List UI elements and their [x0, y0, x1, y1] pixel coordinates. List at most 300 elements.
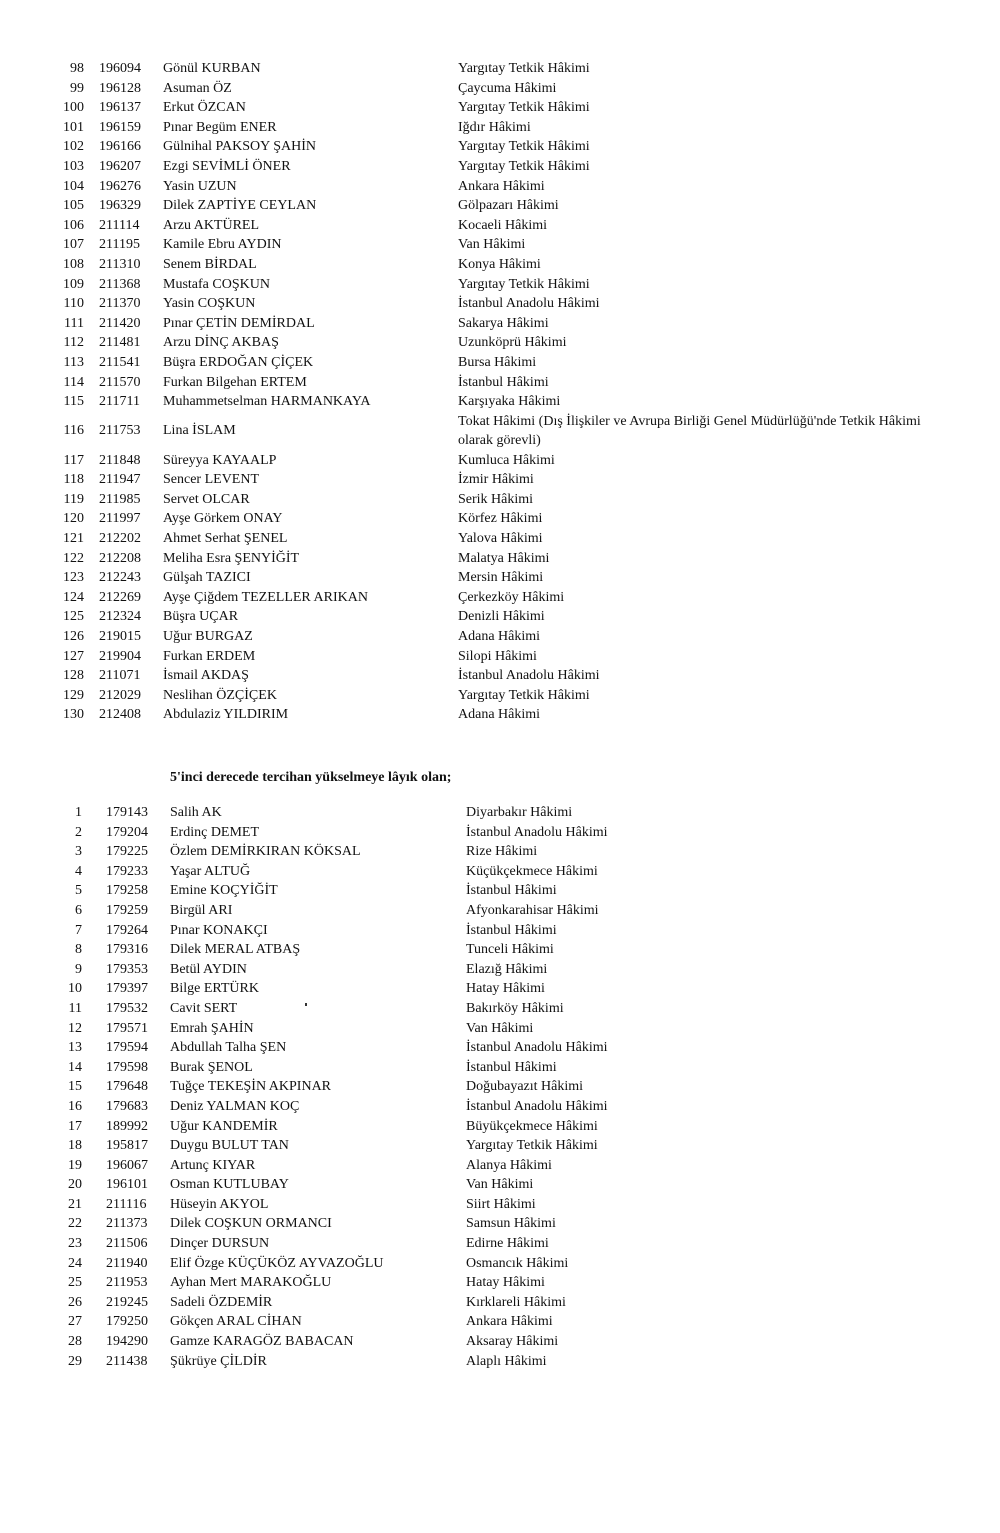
- duty-title: İzmir Hâkimi: [458, 472, 534, 488]
- registry-number: 211753: [99, 423, 141, 439]
- row-number: 5: [75, 883, 82, 899]
- row-number: 100: [63, 100, 84, 116]
- person-name: Cavit SERT: [170, 1000, 238, 1016]
- row-number: 102: [63, 139, 84, 155]
- person-name: Arzu AKTÜREL: [163, 217, 260, 233]
- duty-title: Uzunköprü Hâkimi: [458, 335, 567, 351]
- list-row: [0, 216, 1000, 236]
- person-name: Pınar Begüm ENER: [163, 119, 277, 135]
- person-name: Lina İSLAM: [163, 423, 236, 439]
- person-name: Yaşar ALTUĞ: [170, 863, 251, 879]
- list-row: [0, 59, 1000, 79]
- registry-number: 179259: [106, 902, 148, 918]
- duty-title: Yargıtay Tetkik Hâkimi: [458, 100, 590, 116]
- person-name: Sadeli ÖZDEMİR: [170, 1294, 273, 1310]
- registry-number: 212324: [99, 609, 141, 625]
- duty-title: Konya Hâkimi: [458, 256, 541, 272]
- list-row: [0, 1195, 1000, 1215]
- list-row: [0, 1234, 1000, 1254]
- duty-title: Bursa Hâkimi: [458, 354, 537, 370]
- row-number: 104: [63, 178, 84, 194]
- row-number: 21: [68, 1196, 82, 1212]
- duty-title: Van Hâkimi: [466, 1020, 534, 1036]
- person-name: Erkut ÖZCAN: [163, 100, 246, 116]
- list-row: [0, 392, 1000, 412]
- registry-number: 179225: [106, 844, 148, 860]
- row-number: 122: [63, 550, 84, 566]
- person-name: Sencer LEVENT: [163, 472, 260, 488]
- duty-title: Yalova Hâkimi: [458, 531, 543, 547]
- duty-title: İstanbul Anadolu Hâkimi: [458, 296, 600, 312]
- registry-number: 211985: [99, 491, 141, 507]
- row-number: 13: [68, 1040, 82, 1056]
- list-row: [0, 901, 1000, 921]
- person-name: Arzu DİNÇ AKBAŞ: [163, 335, 279, 351]
- registry-number: 196329: [99, 198, 141, 214]
- duty-title: Van Hâkimi: [458, 237, 526, 253]
- registry-number: 211506: [106, 1236, 148, 1252]
- person-name: Dinçer DURSUN: [170, 1236, 270, 1252]
- person-name: Gamze KARAGÖZ BABACAN: [170, 1334, 354, 1350]
- row-number: 12: [68, 1020, 82, 1036]
- registry-number: 179648: [106, 1079, 148, 1095]
- row-number: 123: [63, 570, 84, 586]
- row-number: 126: [63, 629, 84, 645]
- row-number: 29: [68, 1353, 82, 1369]
- registry-number: 179250: [106, 1314, 148, 1330]
- row-number: 110: [63, 296, 84, 312]
- list-row: [0, 1273, 1000, 1293]
- registry-number: 211116: [106, 1196, 147, 1212]
- list-row: [0, 588, 1000, 608]
- person-name: Neslihan ÖZÇİÇEK: [163, 687, 277, 703]
- person-name: Servet OLCAR: [163, 491, 250, 507]
- registry-number: 211541: [99, 354, 141, 370]
- row-number: 10: [68, 981, 82, 997]
- person-name: Gülşah TAZICI: [163, 570, 251, 586]
- registry-number: 212202: [99, 531, 141, 547]
- row-number: 119: [63, 491, 84, 507]
- row-number: 20: [68, 1177, 82, 1193]
- list-row: [0, 235, 1000, 255]
- registry-number: 211310: [99, 256, 141, 272]
- registry-number: 211195: [99, 237, 140, 253]
- row-number: 22: [68, 1216, 82, 1232]
- duty-title: Tokat Hâkimi (Dış İlişkiler ve Avrupa Birliği Genel Müdürlüğü'nde Tetkik Hâkimi olarak görevli): [458, 413, 921, 449]
- person-name: Dilek COŞKUN ORMANCI: [170, 1216, 332, 1232]
- registry-number: 211373: [106, 1216, 148, 1232]
- registry-number: 211570: [99, 374, 141, 390]
- row-number: 99: [70, 80, 84, 96]
- scan-speck: [305, 1003, 307, 1006]
- list-row: [0, 881, 1000, 901]
- registry-number: 196094: [99, 61, 141, 76]
- duty-title: Alanya Hâkimi: [466, 1157, 552, 1173]
- list-row: [0, 255, 1000, 275]
- person-name: Artunç KIYAR: [170, 1157, 256, 1173]
- row-number: 130: [63, 707, 84, 723]
- row-number: 16: [68, 1098, 82, 1114]
- row-number: 125: [63, 609, 84, 625]
- duty-title: Karşıyaka Hâkimi: [458, 394, 561, 410]
- registry-number: 179316: [106, 942, 148, 958]
- registry-number: 196101: [106, 1177, 148, 1193]
- person-name: Gönül KURBAN: [163, 61, 261, 76]
- person-name: Elif Özge KÜÇÜKÖZ AYVAZOĞLU: [170, 1255, 384, 1271]
- list-row: [0, 157, 1000, 177]
- duty-title: Hatay Hâkimi: [466, 981, 545, 997]
- duty-title: İstanbul Anadolu Hâkimi: [458, 668, 600, 684]
- row-number: 98: [70, 61, 84, 76]
- list-row: [0, 1077, 1000, 1097]
- row-number: 8: [75, 942, 82, 958]
- judge-list-fifth-degree: [0, 803, 1000, 1371]
- registry-number: 211368: [99, 276, 141, 292]
- registry-number: 212243: [99, 570, 141, 586]
- duty-title: Alaplı Hâkimi: [466, 1353, 547, 1369]
- list-row: [0, 627, 1000, 647]
- list-row: [0, 490, 1000, 510]
- person-name: Ayhan Mert MARAKOĞLU: [170, 1275, 332, 1291]
- row-number: 15: [68, 1079, 82, 1095]
- row-number: 109: [63, 276, 84, 292]
- row-number: 4: [75, 863, 82, 879]
- list-row: [0, 1175, 1000, 1195]
- duty-title: Silopi Hâkimi: [458, 648, 537, 664]
- duty-title: Osmancık Hâkimi: [466, 1255, 569, 1271]
- duty-title: Kumluca Hâkimi: [458, 452, 555, 468]
- duty-title: Büyükçekmece Hâkimi: [466, 1118, 598, 1134]
- duty-title: İstanbul Anadolu Hâkimi: [466, 1040, 608, 1056]
- registry-number: 211953: [106, 1275, 148, 1291]
- registry-number: 219904: [99, 648, 141, 664]
- row-number: 27: [68, 1314, 82, 1330]
- duty-title: Ankara Hâkimi: [458, 178, 545, 194]
- list-row: [0, 862, 1000, 882]
- registry-number: 196159: [99, 119, 141, 135]
- person-name: Süreyya KAYAALP: [163, 452, 277, 468]
- list-row: [0, 979, 1000, 999]
- registry-number: 212208: [99, 550, 141, 566]
- duty-title: Sakarya Hâkimi: [458, 315, 549, 331]
- registry-number: 211947: [99, 472, 141, 488]
- list-row: [0, 705, 1000, 725]
- registry-number: 195817: [106, 1138, 148, 1154]
- row-number: 128: [63, 668, 84, 684]
- registry-number: 179594: [106, 1040, 148, 1056]
- person-name: Meliha Esra ŞENYİĞİT: [163, 550, 300, 566]
- list-row: [0, 1117, 1000, 1137]
- row-number: 115: [63, 394, 84, 410]
- row-number: 113: [63, 354, 84, 370]
- duty-title: Diyarbakır Hâkimi: [466, 805, 573, 820]
- duty-title: Yargıtay Tetkik Hâkimi: [466, 1138, 598, 1154]
- registry-number: 196137: [99, 100, 141, 116]
- person-name: Birgül ARI: [170, 902, 233, 918]
- row-number: 17: [68, 1118, 82, 1134]
- list-row: [0, 666, 1000, 686]
- list-row: [0, 549, 1000, 569]
- registry-number: 179532: [106, 1000, 148, 1016]
- person-name: Yasin COŞKUN: [163, 296, 256, 312]
- person-name: Senem BİRDAL: [163, 256, 257, 272]
- row-number: 3: [75, 844, 82, 860]
- person-name: Abdullah Talha ŞEN: [170, 1040, 287, 1056]
- duty-title: İstanbul Anadolu Hâkimi: [466, 824, 608, 840]
- list-row: [0, 294, 1000, 314]
- registry-number: 196166: [99, 139, 141, 155]
- row-number: 11: [68, 1000, 82, 1016]
- duty-title: Kırklareli Hâkimi: [466, 1294, 566, 1310]
- person-name: Emine KOÇYİĞİT: [170, 883, 278, 899]
- list-row: [0, 177, 1000, 197]
- row-number: 28: [68, 1334, 82, 1350]
- person-name: Ezgi SEVİMLİ ÖNER: [163, 158, 291, 174]
- person-name: Şükrüye ÇİLDİR: [170, 1353, 267, 1369]
- row-number: 124: [63, 589, 84, 605]
- registry-number: 211071: [99, 668, 141, 684]
- registry-number: 179397: [106, 981, 148, 997]
- registry-number: 179683: [106, 1098, 148, 1114]
- row-number: 114: [63, 374, 84, 390]
- list-row: [0, 999, 1000, 1019]
- row-number: 19: [68, 1157, 82, 1173]
- person-name: Dilek ZAPTİYE CEYLAN: [163, 198, 317, 214]
- list-row: [0, 960, 1000, 980]
- duty-title: Çaycuma Hâkimi: [458, 80, 557, 96]
- duty-title: İstanbul Hâkimi: [466, 883, 557, 899]
- registry-number: 179598: [106, 1059, 148, 1075]
- registry-number: 211997: [99, 511, 141, 527]
- row-number: 108: [63, 256, 84, 272]
- list-row: [0, 607, 1000, 627]
- duty-title: Edirne Hâkimi: [466, 1236, 549, 1252]
- row-number: 1: [75, 805, 82, 820]
- duty-title: Serik Hâkimi: [458, 491, 534, 507]
- duty-title: Siirt Hâkimi: [466, 1196, 536, 1212]
- list-row: [0, 803, 1000, 823]
- list-row: [0, 686, 1000, 706]
- duty-title: Aksaray Hâkimi: [466, 1334, 559, 1350]
- registry-number: 179571: [106, 1020, 148, 1036]
- person-name: Ahmet Serhat ŞENEL: [163, 531, 288, 547]
- list-row: [0, 1038, 1000, 1058]
- row-number: 23: [68, 1236, 82, 1252]
- person-name: Gülnihal PAKSOY ŞAHİN: [163, 139, 316, 155]
- duty-title: Malatya Hâkimi: [458, 550, 550, 566]
- row-number: 24: [68, 1255, 82, 1271]
- list-row: [0, 568, 1000, 588]
- registry-number: 211481: [99, 335, 141, 351]
- row-number: 112: [63, 335, 84, 351]
- row-number: 26: [68, 1294, 82, 1310]
- registry-number: 179233: [106, 863, 148, 879]
- person-name: Furkan Bilgehan ERTEM: [163, 374, 307, 390]
- registry-number: 211438: [106, 1353, 148, 1369]
- duty-title: Ankara Hâkimi: [466, 1314, 553, 1330]
- registry-number: 219015: [99, 629, 141, 645]
- list-row: [0, 842, 1000, 862]
- row-number: 116: [63, 423, 84, 439]
- person-name: Salih AK: [170, 805, 222, 820]
- person-name: Betül AYDIN: [170, 961, 247, 977]
- duty-title: Adana Hâkimi: [458, 629, 541, 645]
- list-row: [0, 451, 1000, 471]
- person-name: Büşra UÇAR: [163, 609, 239, 625]
- duty-title: Tunceli Hâkimi: [466, 942, 554, 958]
- duty-title: Yargıtay Tetkik Hâkimi: [458, 61, 590, 76]
- registry-number: 179204: [106, 824, 148, 840]
- duty-title: Adana Hâkimi: [458, 707, 541, 723]
- registry-number: 179143: [106, 805, 148, 820]
- list-row: [0, 1058, 1000, 1078]
- list-row: [0, 275, 1000, 295]
- list-row: [0, 1156, 1000, 1176]
- registry-number: 211848: [99, 452, 141, 468]
- duty-title: Doğubayazıt Hâkimi: [466, 1079, 584, 1095]
- person-name: Osman KUTLUBAY: [170, 1177, 289, 1193]
- duty-title: Kocaeli Hâkimi: [458, 217, 548, 233]
- person-name: İsmail AKDAŞ: [163, 668, 249, 684]
- section-heading: 5'inci derecede tercihan yükselmeye lâyık olan;: [170, 770, 452, 785]
- person-name: Burak ŞENOL: [170, 1059, 253, 1075]
- row-number: 14: [68, 1059, 82, 1075]
- person-name: Ayşe Çiğdem TEZELLER ARIKAN: [163, 589, 368, 605]
- person-name: Mustafa COŞKUN: [163, 276, 270, 292]
- row-number: 18: [68, 1138, 82, 1154]
- person-name: Gökçen ARAL CİHAN: [170, 1314, 302, 1330]
- person-name: Pınar ÇETİN DEMİRDAL: [163, 315, 315, 331]
- registry-number: 211370: [99, 296, 141, 312]
- duty-title: İstanbul Anadolu Hâkimi: [466, 1098, 608, 1114]
- list-row: [0, 1214, 1000, 1234]
- person-name: Pınar KONAKÇI: [170, 922, 268, 938]
- person-name: Ayşe Görkem ONAY: [163, 511, 283, 527]
- row-number: 121: [63, 531, 84, 547]
- registry-number: 211114: [99, 217, 140, 233]
- row-number: 7: [75, 922, 82, 938]
- registry-number: 219245: [106, 1294, 148, 1310]
- duty-title: İstanbul Hâkimi: [466, 922, 557, 938]
- list-row: [0, 196, 1000, 216]
- person-name: Abdulaziz YILDIRIM: [163, 707, 289, 723]
- duty-title: Rize Hâkimi: [466, 844, 538, 860]
- person-name: Uğur KANDEMİR: [170, 1118, 278, 1134]
- row-number: 25: [68, 1275, 82, 1291]
- list-row: [0, 647, 1000, 667]
- person-name: Tuğçe TEKEŞİN AKPINAR: [170, 1079, 332, 1095]
- registry-number: 196276: [99, 178, 141, 194]
- person-name: Büşra ERDOĞAN ÇİÇEK: [163, 354, 314, 370]
- registry-number: 196207: [99, 158, 141, 174]
- duty-title: Van Hâkimi: [466, 1177, 534, 1193]
- list-row: [0, 1332, 1000, 1352]
- judge-list-continued: [0, 59, 1000, 725]
- duty-title: Iğdır Hâkimi: [458, 119, 531, 135]
- registry-number: 211711: [99, 394, 140, 410]
- list-row: [0, 1293, 1000, 1313]
- list-row: [0, 1352, 1000, 1372]
- list-row: [0, 79, 1000, 99]
- list-row: [0, 1312, 1000, 1332]
- list-row: [0, 823, 1000, 843]
- list-row: [0, 1254, 1000, 1274]
- person-name: Kamile Ebru AYDIN: [163, 237, 282, 253]
- person-name: Uğur BURGAZ: [163, 629, 253, 645]
- duty-title: Çerkezköy Hâkimi: [458, 589, 565, 605]
- person-name: Bilge ERTÜRK: [170, 981, 259, 997]
- duty-title: Bakırköy Hâkimi: [466, 1000, 564, 1016]
- row-number: 129: [63, 687, 84, 703]
- registry-number: 211420: [99, 315, 141, 331]
- registry-number: 189992: [106, 1118, 148, 1134]
- list-row: [0, 1019, 1000, 1039]
- list-row: [0, 940, 1000, 960]
- duty-title: Körfez Hâkimi: [458, 511, 543, 527]
- row-number: 111: [64, 315, 84, 331]
- person-name: Duygu BULUT TAN: [170, 1138, 289, 1154]
- row-number: 117: [63, 452, 84, 468]
- registry-number: 212269: [99, 589, 141, 605]
- person-name: Erdinç DEMET: [170, 824, 260, 840]
- person-name: Özlem DEMİRKIRAN KÖKSAL: [170, 844, 361, 860]
- duty-title: Samsun Hâkimi: [466, 1216, 556, 1232]
- list-row: [0, 353, 1000, 373]
- list-row: [0, 529, 1000, 549]
- row-number: 107: [63, 237, 84, 253]
- row-number: 105: [63, 198, 84, 214]
- row-number: 118: [63, 472, 84, 488]
- registry-number: 179353: [106, 961, 148, 977]
- row-number: 2: [75, 824, 82, 840]
- duty-title: Yargıtay Tetkik Hâkimi: [458, 276, 590, 292]
- registry-number: 212408: [99, 707, 141, 723]
- registry-number: 196128: [99, 80, 141, 96]
- duty-title: Hatay Hâkimi: [466, 1275, 545, 1291]
- row-number: 127: [63, 648, 84, 664]
- registry-number: 179258: [106, 883, 148, 899]
- list-row: [0, 1097, 1000, 1117]
- duty-title: İstanbul Hâkimi: [458, 374, 549, 390]
- duty-title: Mersin Hâkimi: [458, 570, 544, 586]
- person-name: Asuman ÖZ: [163, 80, 232, 96]
- row-number: 106: [63, 217, 84, 233]
- duty-title: Yargıtay Tetkik Hâkimi: [458, 158, 590, 174]
- list-row: [0, 1136, 1000, 1156]
- row-number: 120: [63, 511, 84, 527]
- duty-title: Yargıtay Tetkik Hâkimi: [458, 687, 590, 703]
- list-row: [0, 373, 1000, 393]
- duty-title: Küçükçekmece Hâkimi: [466, 863, 598, 879]
- duty-title: Yargıtay Tetkik Hâkimi: [458, 139, 590, 155]
- person-name: Deniz YALMAN KOÇ: [170, 1098, 300, 1114]
- list-row: [0, 509, 1000, 529]
- row-number: 6: [75, 902, 82, 918]
- person-name: Hüseyin AKYOL: [170, 1196, 269, 1212]
- duty-title: Gölpazarı Hâkimi: [458, 198, 559, 214]
- person-name: Muhammetselman HARMANKAYA: [163, 394, 371, 410]
- person-name: Dilek MERAL ATBAŞ: [170, 942, 301, 958]
- duty-title: İstanbul Hâkimi: [466, 1059, 557, 1075]
- registry-number: 179264: [106, 922, 148, 938]
- list-row: [0, 118, 1000, 138]
- duty-title: Afyonkarahisar Hâkimi: [466, 902, 599, 918]
- registry-number: 211940: [106, 1255, 148, 1271]
- registry-number: 212029: [99, 687, 141, 703]
- person-name: Emrah ŞAHİN: [170, 1020, 254, 1036]
- list-row: [0, 137, 1000, 157]
- registry-number: 196067: [106, 1157, 148, 1173]
